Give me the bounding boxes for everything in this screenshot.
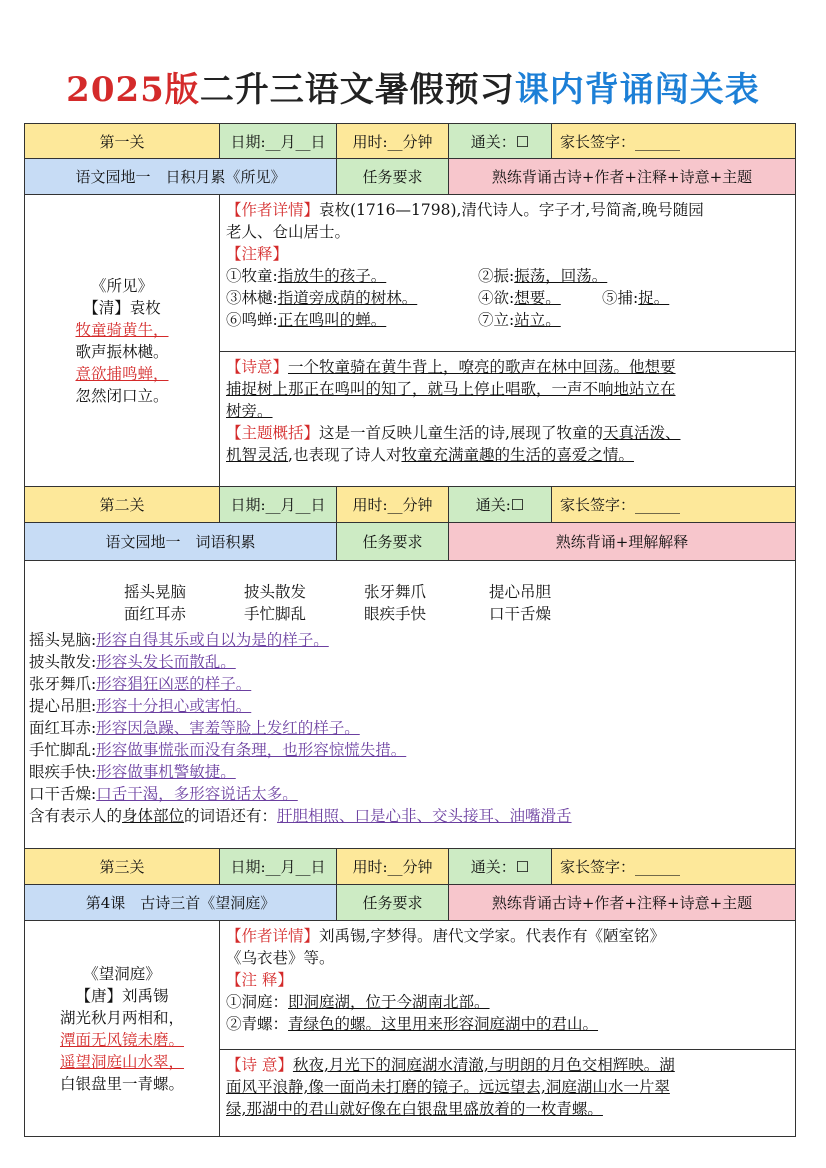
meaning-text-cont: 树旁。 [226, 402, 273, 420]
level3-requirement: 熟练背诵古诗+作者+注释+诗意+主题 [449, 885, 795, 920]
level2-pass-checkbox[interactable]: 通关:☐ [449, 487, 552, 522]
level3-header-row [24, 849, 796, 885]
level1-meaning-theme [220, 351, 795, 486]
level2-date[interactable]: 日期:__月__日 [220, 487, 337, 522]
level2-lesson: 语文园地一 词语积累 [25, 523, 337, 560]
word-item: 面红耳赤 [124, 605, 187, 623]
author-text: 袁枚(1716—1798),清代诗人。字子才,号简斋,晚号随园 [319, 201, 704, 219]
level2-task-row [24, 523, 796, 561]
level1-task-label: 任务要求 [337, 159, 449, 194]
title-main: 二升三语文暑假预习 [199, 70, 515, 110]
notes-line [226, 309, 789, 331]
theme-text-key: 牧童充满童趣的生活的喜爱之情。 [401, 446, 634, 464]
meaning-label: 【诗 意】 [226, 1056, 293, 1074]
level2-task-label: 任务要求 [337, 523, 449, 560]
note-item: ⑦立:站立。 [478, 311, 561, 329]
poem-author: 【唐】刘禹锡 [75, 986, 169, 1005]
theme-text: ,也表现了诗人对 [288, 446, 402, 464]
word-definition: 张牙舞爪:形容猖狂凶恶的样子。 [29, 675, 252, 693]
author-text-cont: 老人、仓山居士。 [226, 223, 351, 241]
level3-poem [25, 921, 220, 1136]
page-title [0, 62, 826, 111]
level3-parent-sign[interactable]: 家长签字：______ [552, 849, 795, 884]
level3-task-row [24, 885, 796, 921]
level1-pass-checkbox[interactable]: 通关：☐ [449, 124, 552, 158]
note-item: ⑥鸣蝉:正在鸣叫的蝉。 [226, 311, 387, 329]
meaning-text-cont: 面风平浪静,像一面尚未打磨的镜子。远远望去,洞庭湖山水一片翠 [226, 1078, 670, 1096]
note-item: ④欲:想要。 [478, 289, 561, 307]
level1-name: 第一关 [25, 124, 220, 158]
poem-line: 潭面无风镜未磨。 [59, 1030, 184, 1049]
level2-header-row [24, 487, 796, 523]
word-item: 眼疾手快 [364, 605, 427, 623]
level2-name: 第二关 [25, 487, 220, 522]
note-item: ②青螺：青绿色的螺。这里用来形容洞庭湖中的君山。 [226, 1015, 599, 1033]
notes-label: 【注 释】 [226, 971, 293, 989]
level1-time[interactable]: 用时:__分钟 [337, 124, 449, 158]
meaning-text-cont: 捕捉树上那正在鸣叫的知了，就马上停止唱歌，一声不响地站立在 [226, 380, 676, 398]
theme-label: 【主题概括】 [226, 424, 320, 442]
level3-lesson: 第4课 古诗三首《望洞庭》 [25, 885, 337, 920]
poem-line: 湖光秋月两相和， [59, 1008, 184, 1027]
level2-requirement: 熟练背诵+理解解释 [449, 523, 795, 560]
title-year: 2025版 [66, 70, 200, 110]
meaning-label: 【诗意】 [226, 358, 289, 376]
word-definition: 披头散发:形容头发长而散乱。 [29, 653, 236, 671]
poem-title: 《望洞庭》 [83, 964, 161, 983]
author-text-cont: 《乌衣巷》等。 [226, 949, 335, 967]
word-item: 披头散发 [244, 583, 307, 601]
poem-line: 忽然闭口立。 [75, 386, 169, 405]
level2-content-row [24, 561, 796, 849]
poem-title: 《所见》 [90, 276, 153, 295]
level1-parent-sign[interactable]: 家长签字：______ [552, 124, 795, 158]
level3-time[interactable]: 用时:__分钟 [337, 849, 449, 884]
level1-details [220, 195, 795, 486]
note-item: ①洞庭：即洞庭湖，位于今湖南北部。 [226, 993, 490, 1011]
notes-label: 【注释】 [226, 245, 289, 263]
theme-text-key: 机智灵活 [226, 446, 289, 464]
level3-name: 第三关 [25, 849, 220, 884]
level1-content-row [24, 195, 796, 487]
word-item: 张牙舞爪 [364, 583, 427, 601]
level1-date[interactable]: 日期:__月__日 [220, 124, 337, 158]
level3-content-row [24, 921, 796, 1137]
level3-date[interactable]: 日期:__月__日 [220, 849, 337, 884]
word-definition: 口干舌燥:口舌干渴，多形容说话太多。 [29, 785, 298, 803]
notes-line [226, 287, 789, 309]
word-item: 提心吊胆 [489, 583, 552, 601]
author-label: 【作者详情】 [226, 927, 320, 945]
meaning-text-cont: 绿,那湖中的君山就好像在白银盘里盛放着的一枚青螺。 [226, 1100, 603, 1118]
author-label: 【作者详情】 [226, 201, 320, 219]
word-definition: 面红耳赤:形容因急躁、害羞等脸上发红的样子。 [29, 719, 360, 737]
poem-line: 意欲捕鸣蝉， [75, 364, 169, 383]
note-item: ⑤捕:捉。 [602, 289, 670, 307]
word-definition: 摇头晃脑:形容自得其乐或自以为是的样子。 [29, 631, 329, 649]
poem-line: 牧童骑黄牛， [75, 320, 169, 339]
level2-time[interactable]: 用时:__分钟 [337, 487, 449, 522]
title-highlight: 课内背诵闯关表 [514, 70, 760, 110]
theme-text: 这是一首反映儿童生活的诗,展现了牧童的 [319, 424, 603, 442]
author-text: 刘禹锡,字梦得。唐代文学家。代表作有《陋室铭》 [319, 927, 665, 945]
level1-lesson: 语文园地一 日积月累《所见》 [25, 159, 337, 194]
word-definition: 手忙脚乱:形容做事慌张而没有条理，也形容惊慌失措。 [29, 741, 407, 759]
level3-meaning [220, 1049, 795, 1136]
word-item: 手忙脚乱 [244, 605, 307, 623]
note-item: ②振:振荡，回荡。 [478, 267, 608, 285]
poem-line: 遥望洞庭山水翠， [59, 1052, 184, 1071]
level1-requirement: 熟练背诵古诗+作者+注释+诗意+主题 [449, 159, 795, 194]
level1-poem [25, 195, 220, 486]
note-item: ①牧童:指放牛的孩子。 [226, 267, 387, 285]
word-item: 口干舌燥 [489, 605, 552, 623]
level1-author-notes [220, 195, 795, 351]
poem-line: 白银盘里一青螺。 [59, 1074, 184, 1093]
note-item: ③林樾:指道旁成荫的树林。 [226, 289, 418, 307]
level2-parent-sign[interactable]: 家长签字：______ [552, 487, 795, 522]
level3-task-label: 任务要求 [337, 885, 449, 920]
poem-author: 【清】袁枚 [83, 298, 161, 317]
level3-author-notes [220, 921, 795, 1049]
checklist-table [24, 123, 796, 1137]
word-grid [124, 581, 795, 625]
meaning-text: 一个牧童骑在黄牛背上，嘹亮的歌声在林中回荡。他想要 [288, 358, 676, 376]
level3-pass-checkbox[interactable]: 通关：☐ [449, 849, 552, 884]
word-definition: 提心吊胆:形容十分担心或害怕。 [29, 697, 252, 715]
level1-header-row [24, 123, 796, 159]
meaning-text: 秋夜,月光下的洞庭湖水清澈,与明朗的月色交相辉映。湖 [292, 1056, 675, 1074]
word-item: 摇头晃脑 [124, 583, 187, 601]
word-definition: 眼疾手快:形容做事机警敏捷。 [29, 763, 236, 781]
notes-line [226, 265, 789, 287]
level3-details [220, 921, 795, 1136]
level1-task-row [24, 159, 796, 195]
body-part-words: 含有表示人的身体部位的词语还有：肝胆相照、口是心非、交头接耳、油嘴滑舌 [29, 807, 572, 825]
theme-text-key: 天真活泼、 [602, 424, 681, 442]
poem-line: 歌声振林樾。 [75, 342, 169, 361]
level2-words [25, 561, 795, 827]
